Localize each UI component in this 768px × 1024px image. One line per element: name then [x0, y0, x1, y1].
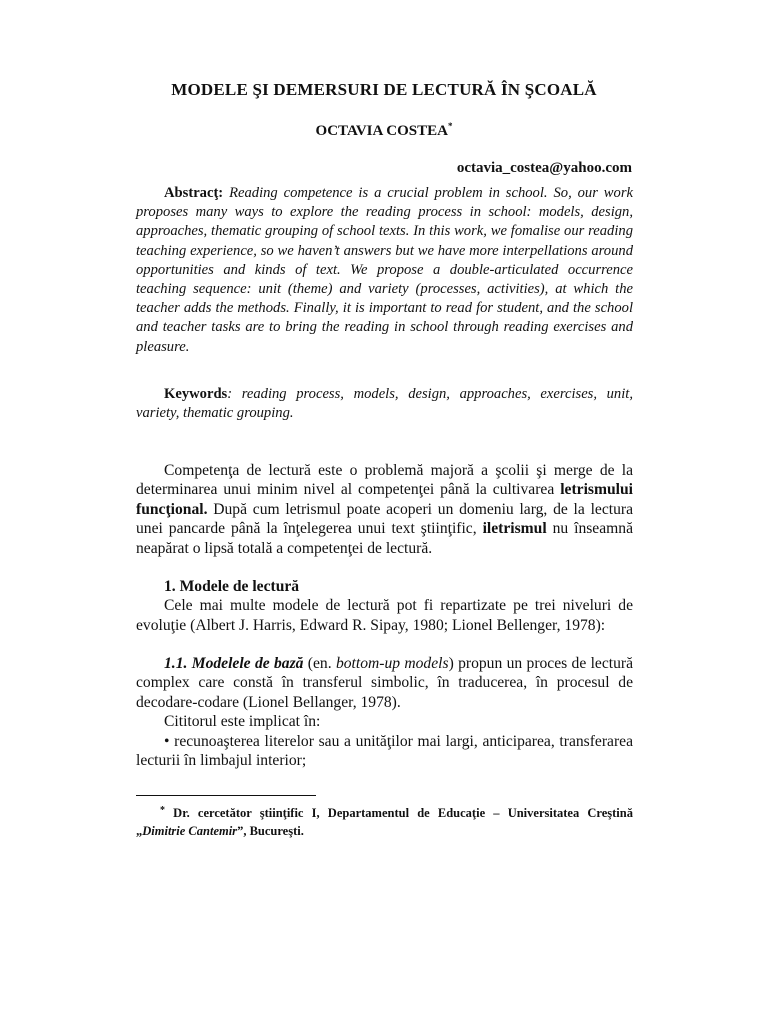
intro-paragraph [136, 461, 633, 558]
section-1-1-paragraph [136, 654, 633, 712]
footnote-separator [136, 795, 316, 796]
keywords [136, 385, 633, 423]
abstract-label: Abstracţ: [164, 185, 224, 201]
bullet-text: recunoaşterea literelor sau a unităţilor mai largi, anticiparea, transferarea lecturii în limbajul interior; [136, 732, 633, 770]
intro-bold-1: letrismului funcţional. [136, 481, 633, 518]
section-1-1 [136, 654, 633, 770]
section-1-1-en-term: bottom-up models [335, 655, 449, 672]
section-1 [136, 577, 633, 635]
section-1-1-heading: 1.1. Modelele de bază [164, 655, 304, 672]
section-1-heading: 1. Modele de lectură [164, 578, 300, 595]
abstract [136, 184, 633, 357]
author-name-text: OCTAVIA COSTEA [315, 123, 448, 139]
intro-bold-2: iletrismul [482, 520, 547, 538]
author-name [0, 121, 768, 140]
footnote [136, 802, 633, 840]
intro-text-1: Competenţa de lectură este o problemă majoră a şcolii şi merge de la determinarea unui minim nivel al competenţei până la cultivarea [136, 462, 633, 499]
author-footnote-mark: * [447, 121, 453, 131]
section-1-1-text: ) propun un proces de lectură complex care constă în transferul simbolic, în traducerea, în procesul de decodare-codare (Lionel Bellanger, 1978). [136, 655, 634, 711]
abstract-text: Reading competence is a crucial problem in school. So, our work proposes many ways to explore the reading process in school: models, design, approaches, thematic grouping of school texts. In this work, we fomalise our reading teaching experience, so we haven’t answers but we have more interpellations around opportunities and kinds of text. We propose a double-articulated occurrence teaching sequence: unit (theme) and variety (processes, activities), at which the teacher adds the methods. Finally, it is important to read for student, and the school and teacher tasks are to bring the reading in school through reading exercises and pleasure. [136, 185, 633, 355]
footnote-text: Dr. cercetător ştiinţific I, Departamentul de Educaţie – Universitatea Creştină „ [136, 806, 633, 838]
author-email: octavia_costea@yahoo.com [456, 160, 632, 176]
footnote-text-end: ”, Bucureşti. [237, 824, 304, 838]
keywords-text: : reading process, models, design, approaches, exercises, unit, variety, thematic grouping. [136, 386, 633, 422]
reader-line: Cititorul este implicat în: [164, 713, 321, 731]
footnote-italic: Dimitrie Cantemir [142, 824, 238, 838]
keywords-label: Keywords [164, 386, 228, 402]
paper-title: MODELE ŞI DEMERSURI DE LECTURĂ ÎN ŞCOALĂ [171, 80, 597, 99]
intro-text-2: După cum letrismul poate acoperi un domeniu larg, de la lectura unei pancarde până la înţelegerea unui text ştiinţific, [136, 500, 633, 538]
intro-text-3: nu înseamnă neapărat o lipsă totală a competenţei de lectură. [136, 520, 633, 557]
footnote-mark: * [160, 805, 165, 816]
section-1-1-en-prefix: (en. [303, 655, 336, 672]
bullet-item [136, 732, 633, 771]
section-1-text: Cele mai multe modele de lectură pot fi repartizate pe trei niveluri de evoluţie (Albert J. Harris, Edward R. Sipay, 1980; Lionel Bellenger, 1978): [136, 597, 633, 634]
bullet-icon: • [164, 732, 170, 750]
